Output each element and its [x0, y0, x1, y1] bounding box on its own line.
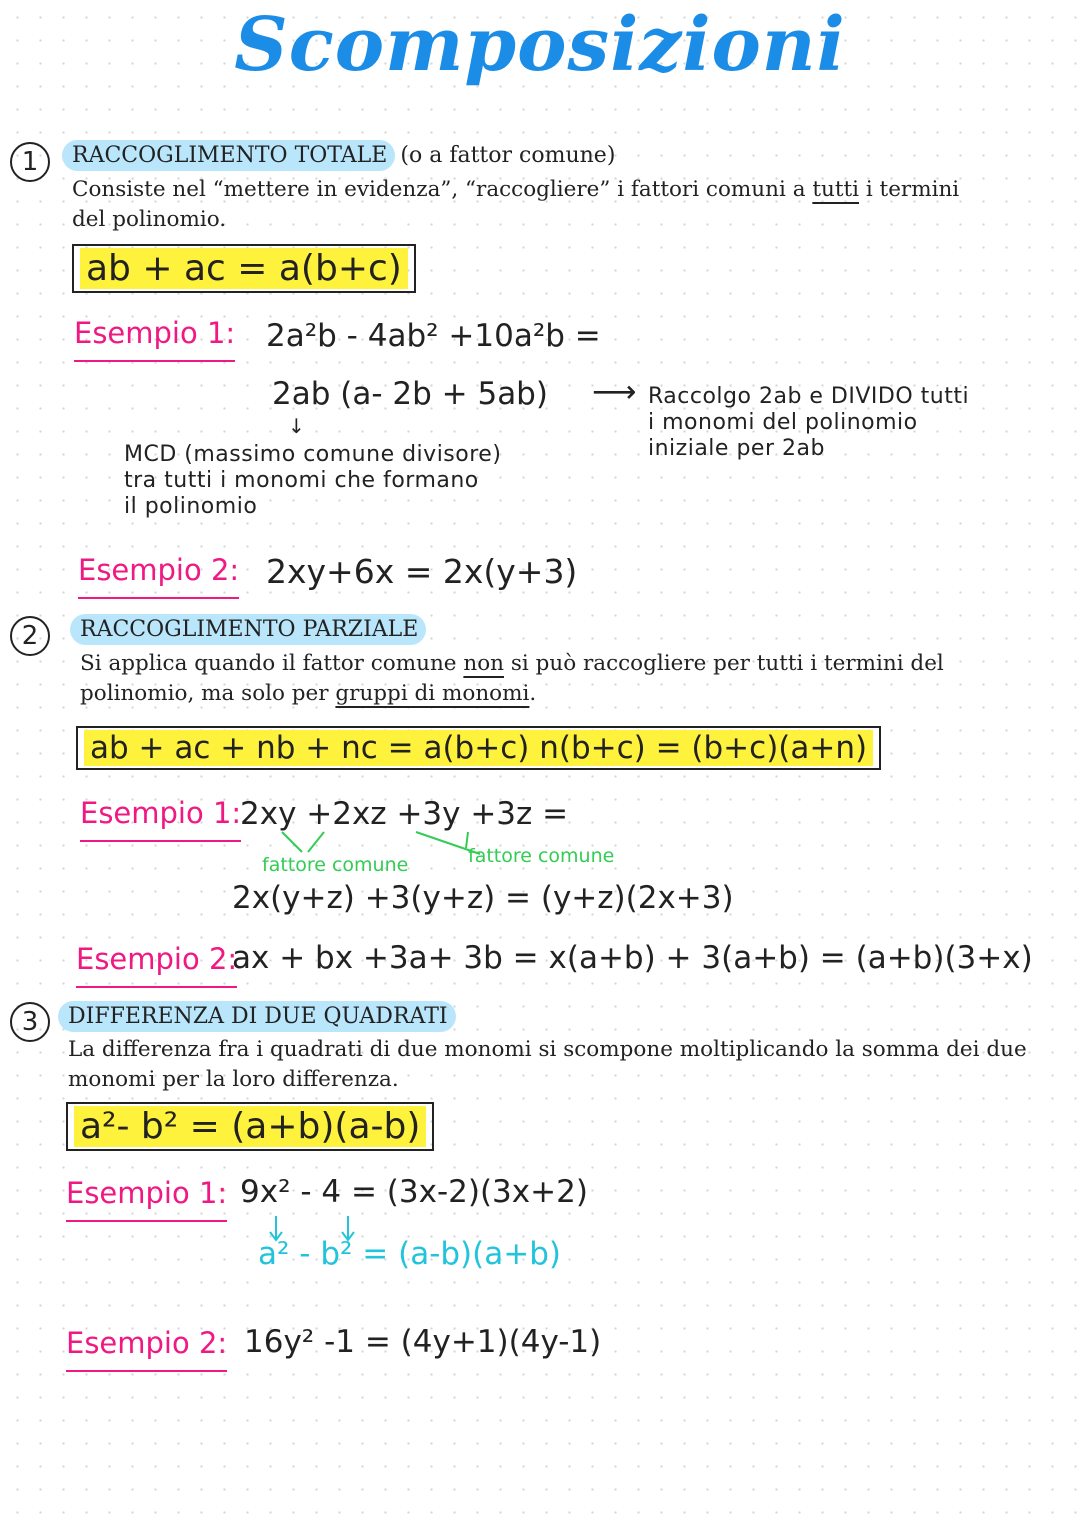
section-3-heading: DIFFERENZA DI DUE QUADRATI — [58, 1001, 456, 1032]
desc-underlined: gruppi di monomi — [335, 681, 530, 706]
section-1-description — [72, 175, 972, 235]
arrow-right-icon: ⟶ — [592, 374, 637, 410]
section-1-heading-suffix: (o a fattor comune) — [400, 143, 616, 168]
section-1-example-1-expression: 2a²b - 4ab² +10a²b = — [266, 318, 601, 354]
desc-text: . — [529, 681, 537, 706]
desc-underlined: non — [463, 651, 505, 676]
section-2-example-1-expression: 2xy +2xz +3y +3z = — [240, 796, 569, 832]
section-3-formula-box — [66, 1102, 434, 1151]
section-1-formula-box — [72, 244, 416, 293]
note-line: tra tutti i monomi che formano — [124, 468, 479, 493]
section-number-3: 3 — [10, 1002, 50, 1042]
section-3-example-2-expression: 16y² -1 = (4y+1)(4y-1) — [244, 1324, 602, 1360]
note-line: iniziale per 2ab — [648, 436, 825, 461]
section-1-heading: RACCOGLIMENTO TOTALE — [62, 140, 395, 171]
desc-text: Si applica quando il fattor comune — [80, 651, 464, 676]
section-2-example-2-expression: ax + bx +3a+ 3b = x(a+b) + 3(a+b) = (a+b)(3+x) — [232, 940, 1033, 976]
section-1-example-1-label: Esempio 1: — [74, 316, 235, 362]
section-1-example-1-note-right — [648, 384, 969, 462]
section-3-example-2-label: Esempio 2: — [66, 1326, 227, 1372]
section-2-common-factor-label-2: fattore comune — [468, 845, 615, 867]
desc-text: Consiste nel “mettere in evidenza”, “raccogliere” i fattori comuni a — [72, 177, 813, 202]
section-1-example-2-expression: 2xy+6x = 2x(y+3) — [266, 552, 578, 591]
connector-line — [282, 832, 302, 852]
section-3-formula: a²- b² = (a+b)(a-b) — [74, 1106, 426, 1147]
section-1-formula: ab + ac = a(b+c) — [80, 248, 408, 289]
section-2-example-2-label: Esempio 2: — [76, 942, 237, 988]
connector-line — [308, 832, 324, 852]
section-2-example-1-label: Esempio 1: — [80, 796, 241, 842]
section-3-description: La differenza fra i quadrati di due monomi si scompone moltiplicando la somma dei due monomi per la loro differenza. — [68, 1037, 1027, 1092]
section-1-heading-row — [62, 143, 615, 168]
section-2-formula-box — [76, 726, 881, 770]
section-2-example-1-result: 2x(y+z) +3(y+z) = (y+z)(2x+3) — [232, 880, 734, 916]
note-line: il polinomio — [124, 494, 258, 519]
note-line: i monomi del polinomio — [648, 410, 918, 435]
section-2-description — [80, 649, 1055, 709]
section-3-example-1-pattern: a² - b² = (a-b)(a+b) — [258, 1236, 561, 1272]
section-3-example-1-expression: 9x² - 4 = (3x-2)(3x+2) — [240, 1174, 588, 1210]
section-number-2: 2 — [10, 616, 50, 656]
desc-text: i termini del polinomio. — [72, 177, 960, 232]
section-2-common-factor-label-1: fattore comune — [262, 854, 409, 876]
arrow-down-icon: ↓ — [288, 414, 305, 438]
section-2-heading-row — [70, 617, 426, 642]
note-line: Raccolgo 2ab e DIVIDO tutti — [648, 384, 970, 409]
section-3-example-1-label: Esempio 1: — [66, 1176, 227, 1222]
section-3-heading-row — [58, 1004, 456, 1029]
page-title: Scomposizioni — [234, 2, 846, 88]
note-line: MCD (massimo comune divisore) — [124, 442, 502, 467]
section-2-formula: ab + ac + nb + nc = a(b+c) n(b+c) = (b+c)(a+n) — [84, 730, 873, 766]
section-1-example-1-note-below — [124, 442, 501, 520]
section-1-example-2-label: Esempio 2: — [78, 553, 239, 599]
desc-text: si può raccogliere per tutti i termini del polinomio, ma solo per — [80, 651, 944, 706]
section-number-1: 1 — [10, 142, 50, 182]
desc-underlined: tutti — [812, 177, 860, 202]
section-1-example-1-result: 2ab (a- 2b + 5ab) — [272, 376, 548, 412]
section-2-heading: RACCOGLIMENTO PARZIALE — [70, 614, 426, 645]
